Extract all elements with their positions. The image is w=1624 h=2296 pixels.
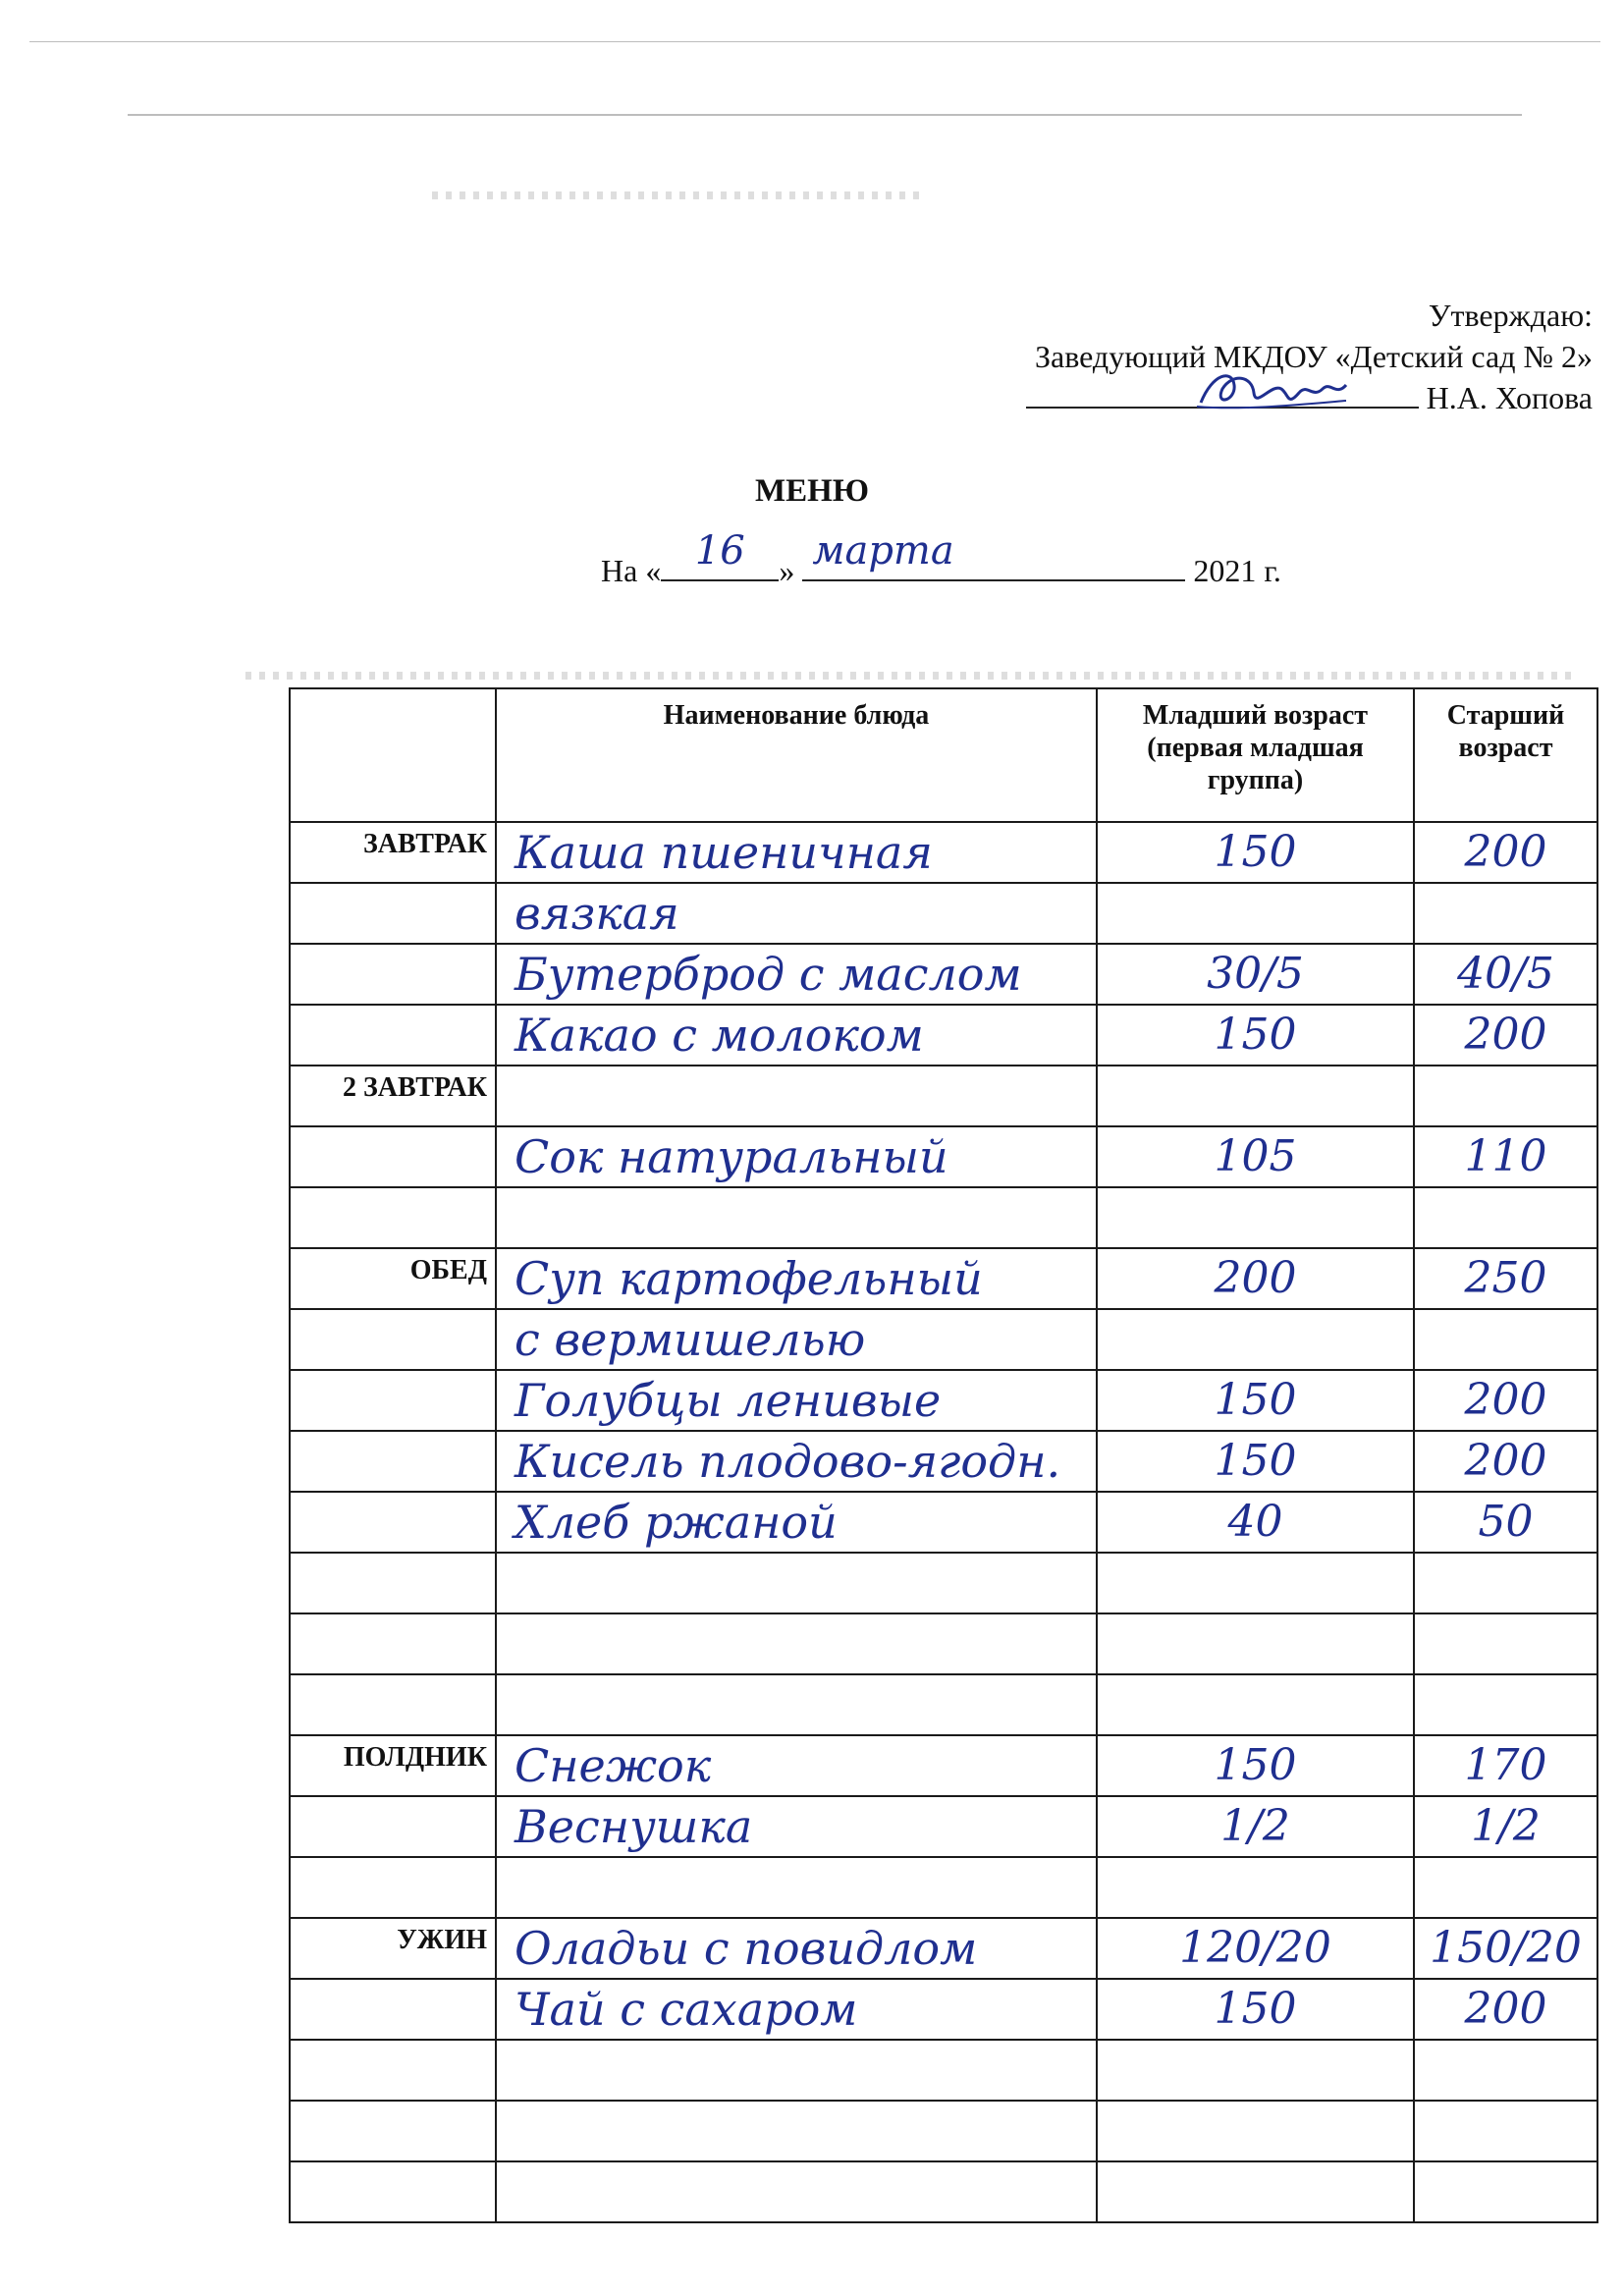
approval-block [1026,295,1593,418]
table-row [290,944,1597,1005]
table-row [290,1735,1597,1796]
dish-name [496,1066,1097,1126]
scan-artifact-line [128,114,1522,116]
dish-name [496,1553,1097,1613]
table-row [290,1674,1597,1735]
table-row [290,1005,1597,1066]
meal-label [290,1796,496,1857]
dish-name [496,1857,1097,1918]
dish-name: с вермишелью [496,1309,1097,1370]
dish-name: Суп картофельный [496,1248,1097,1309]
month-field [802,528,1185,581]
senior-portion: 250 [1414,1248,1597,1309]
senior-portion: 200 [1414,1431,1597,1492]
year-label: 2021 г. [1193,553,1281,588]
senior-portion [1414,1857,1597,1918]
junior-portion [1097,1066,1414,1126]
junior-portion [1097,2040,1414,2101]
meal-label: 2 ЗАВТРАК [290,1066,496,1126]
dish-name: Чай с сахаром [496,1979,1097,2040]
approval-position: Заведующий МКДОУ «Детский сад № 2» [1034,339,1593,374]
meal-label [290,1126,496,1187]
dish-name: Оладьи с повидлом [496,1918,1097,1979]
table-row [290,822,1597,883]
meal-label [290,1979,496,2040]
signature-mark [1193,363,1350,414]
dish-name: Снежок [496,1735,1097,1796]
senior-portion: 150/20 [1414,1918,1597,1979]
dish-name: вязкая [496,883,1097,944]
dish-name [496,1674,1097,1735]
day-value: 16 [694,528,745,574]
meal-label [290,2101,496,2161]
meal-label [290,883,496,944]
junior-portion: 150 [1097,1735,1414,1796]
dish-name [496,1187,1097,1248]
junior-portion [1097,1857,1414,1918]
meal-label [290,2040,496,2101]
dish-name: Веснушка [496,1796,1097,1857]
meal-label: ЗАВТРАК [290,822,496,883]
senior-portion: 110 [1414,1126,1597,1187]
junior-portion: 105 [1097,1126,1414,1187]
junior-portion [1097,1553,1414,1613]
senior-portion [1414,1674,1597,1735]
junior-portion: 40 [1097,1492,1414,1553]
table-row [290,1187,1597,1248]
meal-label: ПОЛДНИК [290,1735,496,1796]
approval-label: Утверждаю: [1428,298,1593,333]
senior-portion [1414,2040,1597,2101]
table-row [290,1370,1597,1431]
header-junior: Младший возраст (первая младшая группа) [1097,688,1414,822]
menu-table [289,687,1598,2223]
table-row [290,1126,1597,1187]
signature-row [1026,377,1593,418]
junior-portion [1097,2101,1414,2161]
signature-line [1026,377,1419,409]
date-quote: » [779,553,795,588]
meal-label: ОБЕД [290,1248,496,1309]
dish-name [496,2161,1097,2222]
junior-portion [1097,1187,1414,1248]
dish-name: Какао с молоком [496,1005,1097,1066]
day-field [661,528,779,581]
date-line [601,528,1281,589]
meal-label [290,944,496,1005]
junior-portion [1097,1674,1414,1735]
meal-label: УЖИН [290,1918,496,1979]
junior-portion: 1/2 [1097,1796,1414,1857]
junior-portion: 150 [1097,822,1414,883]
table-row [290,1796,1597,1857]
senior-portion: 200 [1414,822,1597,883]
meal-label [290,1370,496,1431]
meal-label [290,2161,496,2222]
senior-portion [1414,1187,1597,1248]
dish-name [496,2101,1097,2161]
dish-name: Бутерброд с маслом [496,944,1097,1005]
table-row [290,1431,1597,1492]
table-row [290,1613,1597,1674]
meal-label [290,1187,496,1248]
date-prefix: На « [601,553,662,588]
senior-portion [1414,883,1597,944]
junior-portion [1097,2161,1414,2222]
senior-portion [1414,1309,1597,1370]
meal-label [290,1674,496,1735]
senior-portion: 50 [1414,1492,1597,1553]
dish-name: Каша пшеничная [496,822,1097,883]
junior-portion: 150 [1097,1005,1414,1066]
senior-portion: 200 [1414,1979,1597,2040]
meal-label [290,1005,496,1066]
scan-artifact-dots [245,672,1571,680]
page-title: МЕНЮ [755,473,869,509]
dish-name: Голубцы ленивые [496,1370,1097,1431]
meal-label [290,1553,496,1613]
junior-portion: 150 [1097,1431,1414,1492]
meal-label [290,1613,496,1674]
header-meal [290,688,496,822]
senior-portion: 40/5 [1414,944,1597,1005]
table-row [290,1857,1597,1918]
table-row [290,1066,1597,1126]
junior-portion: 120/20 [1097,1918,1414,1979]
table-row [290,883,1597,944]
junior-portion: 150 [1097,1370,1414,1431]
senior-portion [1414,1553,1597,1613]
senior-portion: 200 [1414,1005,1597,1066]
dish-name: Хлеб ржаной [496,1492,1097,1553]
table-row [290,2161,1597,2222]
scan-artifact-dots [432,191,923,199]
senior-portion: 1/2 [1414,1796,1597,1857]
table-row [290,1979,1597,2040]
dish-name: Кисель плодово-ягодн. [496,1431,1097,1492]
meal-label [290,1431,496,1492]
menu-table-body [290,822,1597,2222]
junior-portion [1097,883,1414,944]
director-name: Н.А. Хопова [1426,380,1593,415]
table-row [290,1918,1597,1979]
dish-name: Сок натуральный [496,1126,1097,1187]
table-row [290,1309,1597,1370]
dish-name [496,2040,1097,2101]
junior-portion [1097,1613,1414,1674]
dish-name [496,1613,1097,1674]
table-header-row [290,688,1597,822]
senior-portion [1414,1613,1597,1674]
senior-portion [1414,2161,1597,2222]
junior-portion: 200 [1097,1248,1414,1309]
junior-portion [1097,1309,1414,1370]
meal-label [290,1492,496,1553]
table-row [290,1248,1597,1309]
junior-portion: 30/5 [1097,944,1414,1005]
senior-portion: 200 [1414,1370,1597,1431]
month-value: марта [812,528,954,574]
junior-portion: 150 [1097,1979,1414,2040]
table-row [290,2101,1597,2161]
scan-artifact-line [29,41,1600,42]
table-row [290,1492,1597,1553]
table-row [290,2040,1597,2101]
senior-portion [1414,2101,1597,2161]
meal-label [290,1309,496,1370]
header-senior: Старший возраст [1414,688,1597,822]
meal-label [290,1857,496,1918]
senior-portion [1414,1066,1597,1126]
senior-portion: 170 [1414,1735,1597,1796]
table-row [290,1553,1597,1613]
header-dish: Наименование блюда [496,688,1097,822]
